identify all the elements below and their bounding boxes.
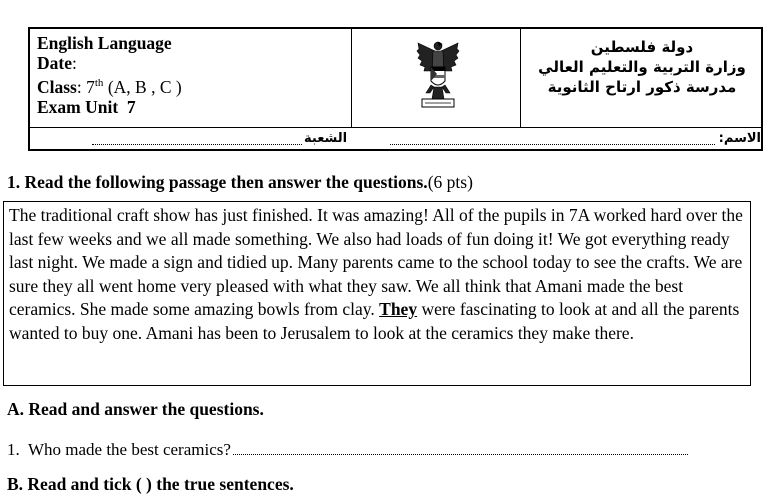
exam-unit-label: Exam Unit 7 [37, 96, 136, 117]
header-table [28, 27, 763, 151]
name-label: الاسم: [718, 131, 761, 146]
student-info-row [30, 127, 763, 151]
ministry-label: وزارة التربية والتعليم العالي [538, 58, 746, 76]
exam-info-cell [30, 29, 352, 127]
section-label: الشعبة [304, 131, 348, 146]
passage-underlined-word: They [379, 299, 418, 320]
question-1-heading [7, 172, 473, 193]
name-field[interactable] [390, 132, 715, 145]
class-sections: (A, B , C ) [107, 76, 182, 97]
palestine-eagle-emblem-icon [416, 37, 460, 119]
class-label: Class [37, 76, 77, 97]
passage-text-end: were fascinating to look at and all the parents wanted to buy one. Amani has been to Jerusalem to look at the ceramics they make there. [9, 299, 740, 343]
question-a1 [7, 440, 752, 460]
passage-text-start: The traditional craft show has just finished. It was amazing! All of the pupils in 7A worked hard over the last few weeks and we all made something. We also had loads of fun doing it! We got everything ready last night. We made a sign and tidied up. Many parents came to the school today to see the crafts. We are sure they all went home very pleased with what they saw. We all think that Amani made the best ceramics. She made some amazing bowls from clay. [9, 205, 743, 320]
reading-passage [3, 201, 751, 386]
date-label: Date [37, 53, 72, 73]
date-colon: : [71, 53, 77, 73]
question-1-points: (6 pts) [427, 172, 473, 192]
class-grade: 7 [86, 76, 95, 97]
question-a1-answer-field[interactable] [233, 442, 688, 455]
section-field[interactable] [92, 132, 302, 145]
class-line [37, 73, 351, 97]
state-label: دولة فلسطين [590, 38, 694, 56]
question-1-title: 1. Read the following passage then answer the questions. [7, 172, 428, 192]
subject-label: English Language [37, 33, 172, 53]
emblem-cell [352, 29, 521, 127]
date-line [37, 53, 351, 73]
section-a-title: A. Read and answer the questions. [7, 399, 264, 419]
class-grade-suffix: th [94, 77, 104, 89]
section-b-title: B. Read and tick ( ) the true sentences. [7, 474, 294, 494]
question-a1-number: 1. [7, 440, 20, 459]
ministry-cell [521, 29, 763, 127]
class-colon: : [76, 76, 82, 97]
question-a1-text: Who made the best ceramics? [27, 440, 231, 459]
school-label: مدرسة ذكور ارتاح الثانوية [547, 78, 737, 96]
